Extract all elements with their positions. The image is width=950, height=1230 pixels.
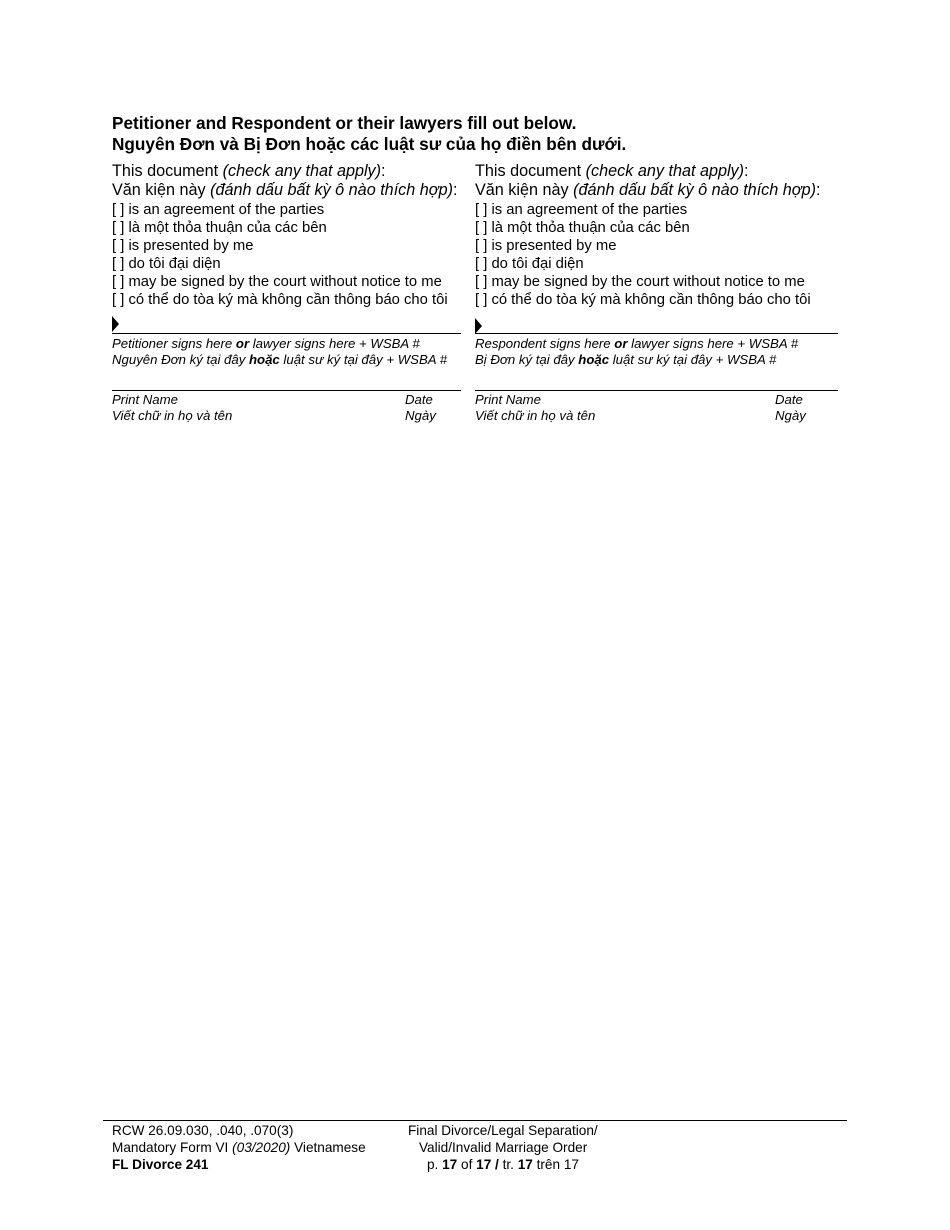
option-no-notice-vi[interactable]: [ ] có thể do tòa ký mà không cần thông báo cho tôi <box>475 292 811 308</box>
doc-label-vi <box>475 181 820 200</box>
page-of: of <box>457 1157 477 1172</box>
respondent-signature-caption-vi <box>475 352 776 368</box>
option-presented-vi[interactable]: [ ] do tôi đại diện <box>475 256 584 272</box>
doc-label-vi <box>112 181 457 200</box>
print-name-label-en: Print Name <box>475 392 541 407</box>
date-label-vi: Ngày <box>405 408 436 423</box>
print-name-label-vi: Viết chữ in họ và tên <box>475 408 596 423</box>
caption-or: hoặc <box>248 352 280 367</box>
option-no-notice-en[interactable]: [ ] may be signed by the court without notice to me <box>112 274 442 290</box>
caption-text: lawyer signs here + WSBA # <box>249 336 420 351</box>
doc-label-vi-text: Văn kiện này <box>112 181 211 199</box>
petitioner-signature-caption-en <box>112 336 420 352</box>
caption-text: luật sư ký tại đây + WSBA # <box>609 352 777 367</box>
footer-title-2: Valid/Invalid Marriage Order <box>419 1140 588 1155</box>
print-name-label-vi: Viết chữ in họ và tên <box>112 408 233 423</box>
page-prefix-vi: tr. <box>502 1157 518 1172</box>
option-presented-vi[interactable]: [ ] do tôi đại diện <box>112 256 221 272</box>
respondent-signature-line[interactable] <box>475 333 838 334</box>
caption-or: or <box>614 336 628 351</box>
petitioner-print-name-line[interactable] <box>112 390 461 391</box>
doc-label-en <box>475 162 749 181</box>
footer-language: Vietnamese <box>290 1140 366 1155</box>
footer-form-id: FL Divorce 241 <box>112 1157 209 1172</box>
page-total: 17 <box>476 1157 492 1172</box>
option-presented-en[interactable]: [ ] is presented by me <box>112 238 254 254</box>
colon: : <box>381 162 386 180</box>
caption-text: lawyer signs here + WSBA # <box>627 336 799 351</box>
respondent-print-name-line[interactable] <box>475 390 838 391</box>
section-heading-vi: Nguyên Đơn và Bị Đơn hoặc các luật sư của họ điền bên dưới. <box>112 134 627 154</box>
petitioner-signature-caption-vi <box>112 352 447 368</box>
date-label-en: Date <box>405 392 433 407</box>
page-current: 17 <box>442 1157 458 1172</box>
colon: : <box>744 162 749 180</box>
doc-label-en-text: This document <box>475 162 586 180</box>
page-slash: / <box>491 1157 503 1172</box>
colon: : <box>815 181 821 199</box>
doc-label-vi-hint: (đánh dấu bất kỳ ô nào thích hợp) <box>573 181 816 199</box>
option-no-notice-en[interactable]: [ ] may be signed by the court without notice to me <box>475 274 805 290</box>
doc-label-vi-text: Văn kiện này <box>475 181 574 199</box>
caption-text: Petitioner signs here <box>112 336 236 351</box>
respondent-signature-caption-en <box>475 336 798 352</box>
page-current-vi: 17 <box>517 1157 533 1172</box>
caption-text: luật sư ký tại đây + WSBA # <box>279 352 448 367</box>
option-agreement-vi[interactable]: [ ] là một thỏa thuận của các bên <box>475 220 690 236</box>
signature-arrow-icon <box>112 316 119 332</box>
caption-or: hoặc <box>578 352 610 367</box>
doc-label-en-hint: (check any that apply) <box>585 162 745 180</box>
section-heading-en: Petitioner and Respondent or their lawyers fill out below. <box>112 113 577 133</box>
footer-mandatory-form <box>112 1139 366 1156</box>
option-presented-en[interactable]: [ ] is presented by me <box>475 238 617 254</box>
option-agreement-vi[interactable]: [ ] là một thỏa thuận của các bên <box>112 220 327 236</box>
caption-text: Nguyên Đơn ký tại đây <box>112 352 249 367</box>
option-agreement-en[interactable]: [ ] is an agreement of the parties <box>112 202 325 218</box>
caption-or: or <box>235 336 250 351</box>
date-label-vi: Ngày <box>775 408 806 423</box>
print-name-label-en: Print Name <box>112 392 178 407</box>
footer-divider <box>103 1120 847 1121</box>
footer-page-number <box>427 1156 579 1173</box>
option-agreement-en[interactable]: [ ] is an agreement of the parties <box>475 202 688 218</box>
page-prefix: p. <box>427 1157 443 1172</box>
signature-arrow-icon <box>475 318 482 334</box>
caption-text: Bị Đơn ký tại đây <box>475 352 579 367</box>
doc-label-en <box>112 162 386 181</box>
petitioner-signature-line[interactable] <box>112 333 461 334</box>
footer-title-1: Final Divorce/Legal Separation/ <box>408 1123 598 1138</box>
doc-label-en-text: This document <box>112 162 223 180</box>
date-label-en: Date <box>775 392 803 407</box>
footer-mandatory-date: (03/2020) <box>232 1140 291 1155</box>
page-total-vi: trên 17 <box>532 1157 579 1172</box>
colon: : <box>452 181 458 199</box>
doc-label-vi-hint: (đánh dấu bất kỳ ô nào thích hợp) <box>210 181 453 199</box>
caption-text: Respondent signs here <box>475 336 615 351</box>
option-no-notice-vi[interactable]: [ ] có thể do tòa ký mà không cần thông báo cho tôi <box>112 292 448 308</box>
footer-mandatory-text: Mandatory Form VI <box>112 1140 233 1155</box>
footer-rcw: RCW 26.09.030, .040, .070(3) <box>112 1123 294 1138</box>
doc-label-en-hint: (check any that apply) <box>222 162 382 180</box>
